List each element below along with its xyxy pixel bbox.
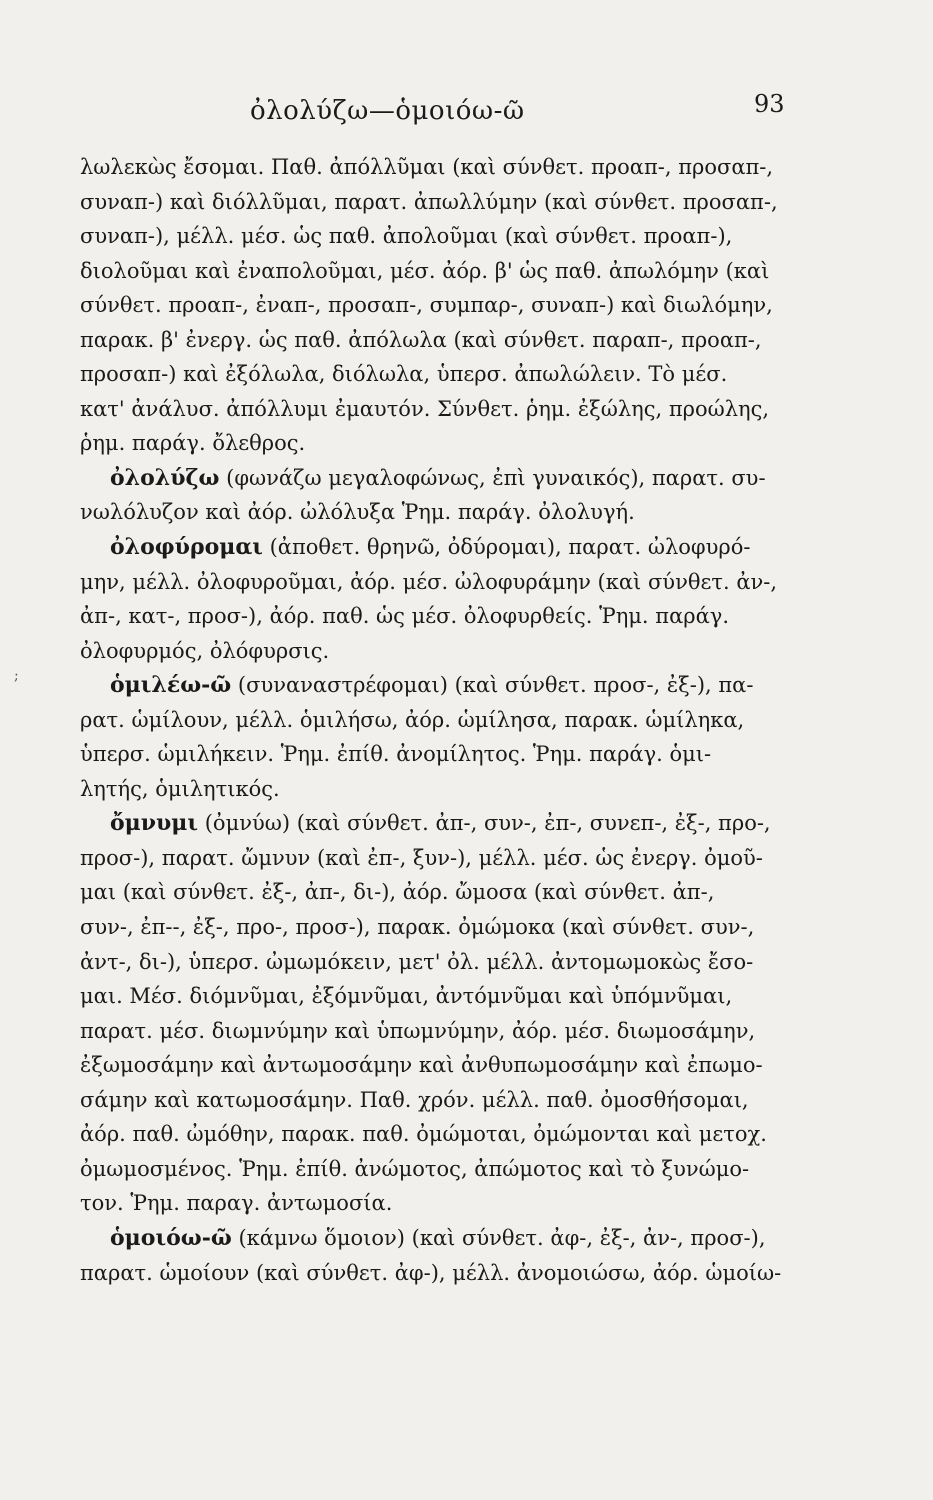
text-line	[80, 841, 820, 876]
line-text: σάμην καὶ κατωμοσάμην. Παθ. χρόν. μέλλ. παθ. ὀμοσθήσομαι,	[80, 1087, 749, 1112]
line-text: συναπ-), μέλλ. μέσ. ὡς παθ. ἀπολοῦμαι (καὶ σύνθετ. προαπ-),	[80, 224, 733, 249]
line-text: ἀπ-, κατ-, προσ-), ἀόρ. παθ. ὡς μέσ. ὀλοφυρθείς. Ῥημ. παράγ.	[80, 604, 730, 629]
line-text: ὑπερσ. ὡμιλήκειν. Ῥημ. ἐπίθ. ἀνομίλητος. Ῥημ. παράγ. ὁμι-	[80, 742, 712, 767]
text-line	[80, 737, 820, 772]
lemma-headword: ὀλολύζω	[110, 464, 220, 491]
text-line	[80, 288, 820, 323]
line-text: νωλόλυζον καὶ ἀόρ. ὠλόλυξα Ῥημ. παράγ. ὀλολυγή.	[80, 500, 635, 525]
line-text: παρακ. β' ἐνεργ. ὡς παθ. ἀπόλωλα (καὶ σύνθετ. παραπ-, προαπ-,	[80, 327, 762, 352]
running-head	[0, 88, 933, 128]
text-line	[80, 599, 820, 634]
entry-first-line	[80, 668, 820, 703]
lemma-headword: ὀλοφύρομαι	[110, 534, 263, 561]
line-text: παρατ. μέσ. διωμνύμην καὶ ὑπωμνύμην, ἀόρ. μέσ. διωμοσάμην,	[80, 1018, 756, 1043]
line-text: συναπ-) καὶ διόλλῦμαι, παρατ. ἀπωλλύμην (καὶ σύνθετ. προσαπ-,	[80, 189, 778, 214]
page-number: 93	[754, 90, 785, 118]
text-line	[80, 910, 820, 945]
entry-first-line	[80, 461, 820, 496]
text-line	[80, 219, 820, 254]
line-text: μαι (καὶ σύνθετ. ἐξ-, ἀπ-, δι-), ἀόρ. ὤμοσα (καὶ σύνθετ. ἀπ-,	[80, 880, 715, 905]
entry-first-line	[80, 806, 820, 841]
running-title: ὀλολύζω—ὁμοιόω-ῶ	[250, 96, 525, 126]
entry-first-line	[80, 530, 820, 565]
line-text: (συναναστρέφομαι) (καὶ σύνθετ. προσ-, ἐξ-), πα-	[231, 673, 754, 698]
text-line	[80, 875, 820, 910]
text-line	[80, 150, 820, 185]
lemma-headword: ὁμιλέω-ῶ	[110, 672, 232, 699]
text-line	[80, 323, 820, 358]
line-text: (κάμνω ὅμοιον) (καὶ σύνθετ. ἀφ-, ἐξ-, ἀν-, προσ-),	[231, 1225, 766, 1250]
line-text: (φωνάζω μεγαλοφώνως, ἐπὶ γυναικός), παρατ. συ-	[219, 465, 766, 490]
text-line	[80, 1014, 820, 1049]
line-text: παρατ. ὡμοίουν (καὶ σύνθετ. ἀφ-), μέλλ. ἀνομοιώσω, ἀόρ. ὡμοίω-	[80, 1260, 782, 1285]
line-text: ὀλοφυρμός, ὀλόφυρσις.	[80, 638, 330, 663]
text-line	[80, 979, 820, 1014]
text-line	[80, 945, 820, 980]
line-text: μαι. Μέσ. διόμνῦμαι, ἐξόμνῦμαι, ἀντόμνῦμαι καὶ ὑπόμνῦμαι,	[80, 984, 733, 1009]
text-line	[80, 1186, 820, 1221]
line-text: λωλεκὼς ἔσομαι. Παθ. ἀπόλλῦμαι (καὶ σύνθετ. προαπ-, προσαπ-,	[80, 155, 774, 179]
line-text: λητής, ὁμιλητικός.	[80, 776, 280, 801]
line-text: προσαπ-) καὶ ἐξόλωλα, διόλωλα, ὑπερσ. ἀπωλώλειν. Τὸ μέσ.	[80, 362, 728, 387]
line-text: σύνθετ. προαπ-, ἐναπ-, προσαπ-, συμπαρ-, συναπ-) καὶ διωλόμην,	[80, 293, 773, 318]
line-text: τον. Ῥημ. παραγ. ἀντωμοσία.	[80, 1191, 393, 1216]
text-line	[80, 1083, 820, 1118]
lemma-headword: ὄμνυμι	[110, 810, 199, 837]
text-line	[80, 392, 820, 427]
line-text: (ἀποθετ. θρηνῶ, ὀδύρομαι), παρατ. ὠλοφυρό-	[262, 535, 751, 560]
line-text: κατ' ἀνάλυσ. ἀπόλλυμι ἐμαυτόν. Σύνθετ. ῥημ. ἐξώλης, προώλης,	[80, 396, 770, 421]
line-text: προσ-), παρατ. ὤμνυν (καὶ ἐπ-, ξυν-), μέλλ. μέσ. ὡς ἐνεργ. ὀμοῦ-	[80, 845, 763, 870]
text-line	[80, 426, 820, 461]
line-text: (ὀμνύω) (καὶ σύνθετ. ἀπ-, συν-, ἐπ-, συνεπ-, ἐξ-, προ-,	[198, 811, 771, 836]
line-text: ρατ. ὡμίλουν, μέλλ. ὁμιλήσω, ἀόρ. ὡμίλησα, παρακ. ὡμίληκα,	[80, 707, 745, 732]
line-text: ἀόρ. παθ. ὠμόθην, παρακ. παθ. ὀμώμοται, ὀμώμονται καὶ μετοχ.	[80, 1122, 767, 1147]
line-text: ὀμωμοσμένος. Ῥημ. ἐπίθ. ἀνώμοτος, ἀπώμοτος καὶ τὸ ξυνώμο-	[80, 1156, 750, 1181]
lemma-headword: ὁμοιόω-ῶ	[110, 1224, 232, 1251]
dictionary-text	[80, 150, 820, 1290]
text-line	[80, 1048, 820, 1083]
text-line	[80, 703, 820, 738]
text-line	[80, 634, 820, 669]
text-line	[80, 1117, 820, 1152]
margin-mark: ;	[14, 668, 19, 684]
text-line	[80, 1152, 820, 1187]
line-text: ἀντ-, δι-), ὑπερσ. ὠμωμόκειν, μετ' ὀλ. μέλλ. ἀντομωμοκὼς ἔσο-	[80, 949, 754, 974]
line-text: μην, μέλλ. ὀλοφυροῦμαι, ἀόρ. μέσ. ὠλοφυράμην (καὶ σύνθετ. ἀν-,	[80, 569, 778, 594]
entry-first-line	[80, 1221, 820, 1256]
text-line	[80, 565, 820, 600]
text-line	[80, 772, 820, 807]
text-line	[80, 1256, 820, 1291]
line-text: διολοῦμαι καὶ ἐναπολοῦμαι, μέσ. ἀόρ. β' ὡς παθ. ἀπωλόμην (καὶ	[80, 258, 770, 283]
text-line	[80, 254, 820, 289]
line-text: ῥημ. παράγ. ὄλεθρος.	[80, 431, 306, 456]
text-line	[80, 495, 820, 530]
text-line	[80, 357, 820, 392]
text-line	[80, 185, 820, 220]
line-text: συν-, ἐπ--, ἐξ-, προ-, προσ-), παρακ. ὀμώμοκα (καὶ σύνθετ. συν-,	[80, 915, 755, 940]
line-text: ἐξωμοσάμην καὶ ἀντωμοσάμην καὶ ἀνθυπωμοσάμην καὶ ἐπωμο-	[80, 1053, 763, 1078]
